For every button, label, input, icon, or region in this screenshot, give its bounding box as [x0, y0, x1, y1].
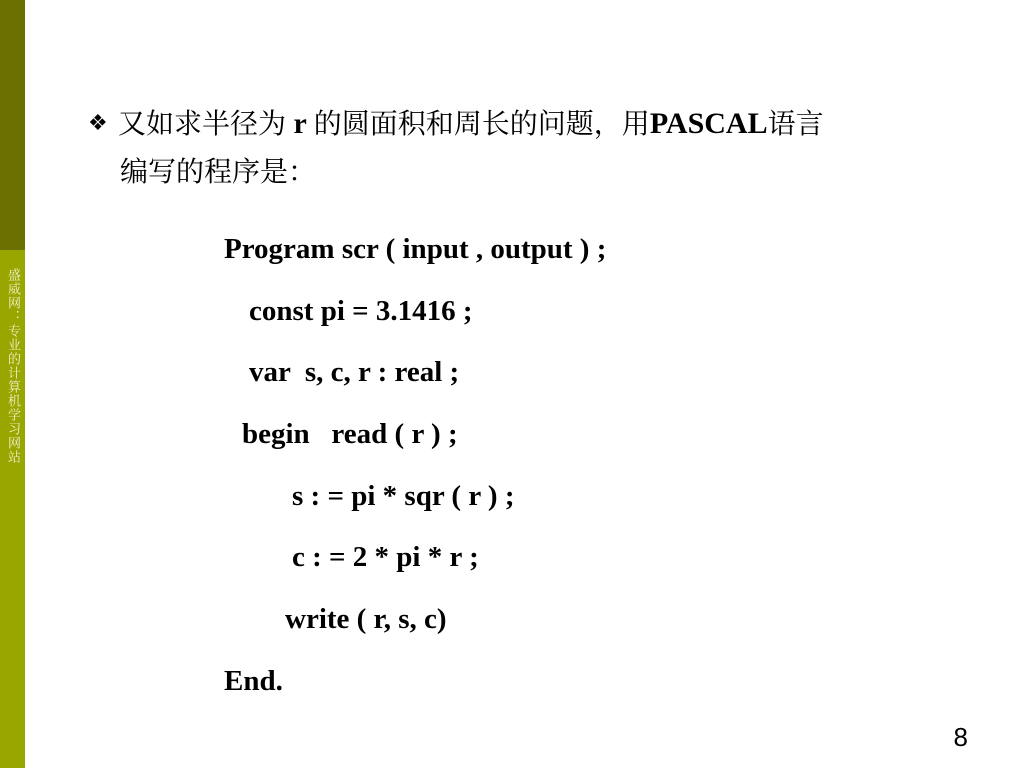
code-line-program: Program scr ( input , output ) ;: [224, 233, 607, 265]
bullet-text-line-2: 编写的程序是：: [120, 155, 317, 188]
bullet-text-cn-3: 语言: [767, 107, 824, 140]
code-line-end: End.: [224, 665, 283, 697]
code-line-write: write ( r, s, c): [285, 603, 447, 635]
code-line-begin: begin read ( r ) ;: [242, 418, 458, 450]
bullet-text-cn-1: 又如求半径为: [118, 107, 287, 140]
code-line-const: const pi = 3.1416 ;: [249, 295, 473, 327]
bullet-text-cn-2: 的圆面积和周长的问题，用: [313, 107, 650, 140]
code-line-assign-s: s : = pi * sqr ( r ) ;: [292, 480, 515, 512]
diamond-bullet-icon: ❖: [88, 111, 108, 136]
bullet-text-pascal: PASCAL: [649, 107, 768, 140]
bullet-line-1: [88, 100, 988, 148]
sidebar-vertical-text: 盛威网：专业的计算机学习网站: [5, 268, 20, 464]
code-line-assign-c: c : = 2 * pi * r ;: [292, 541, 479, 573]
code-line-var: var s, c, r : real ;: [249, 356, 460, 388]
bullet-text-r: r: [286, 107, 314, 140]
bullet-line-2: [88, 148, 988, 196]
page-number: 8: [953, 722, 968, 752]
sidebar-top-band: [0, 0, 25, 250]
bullet-paragraph: [88, 100, 988, 196]
